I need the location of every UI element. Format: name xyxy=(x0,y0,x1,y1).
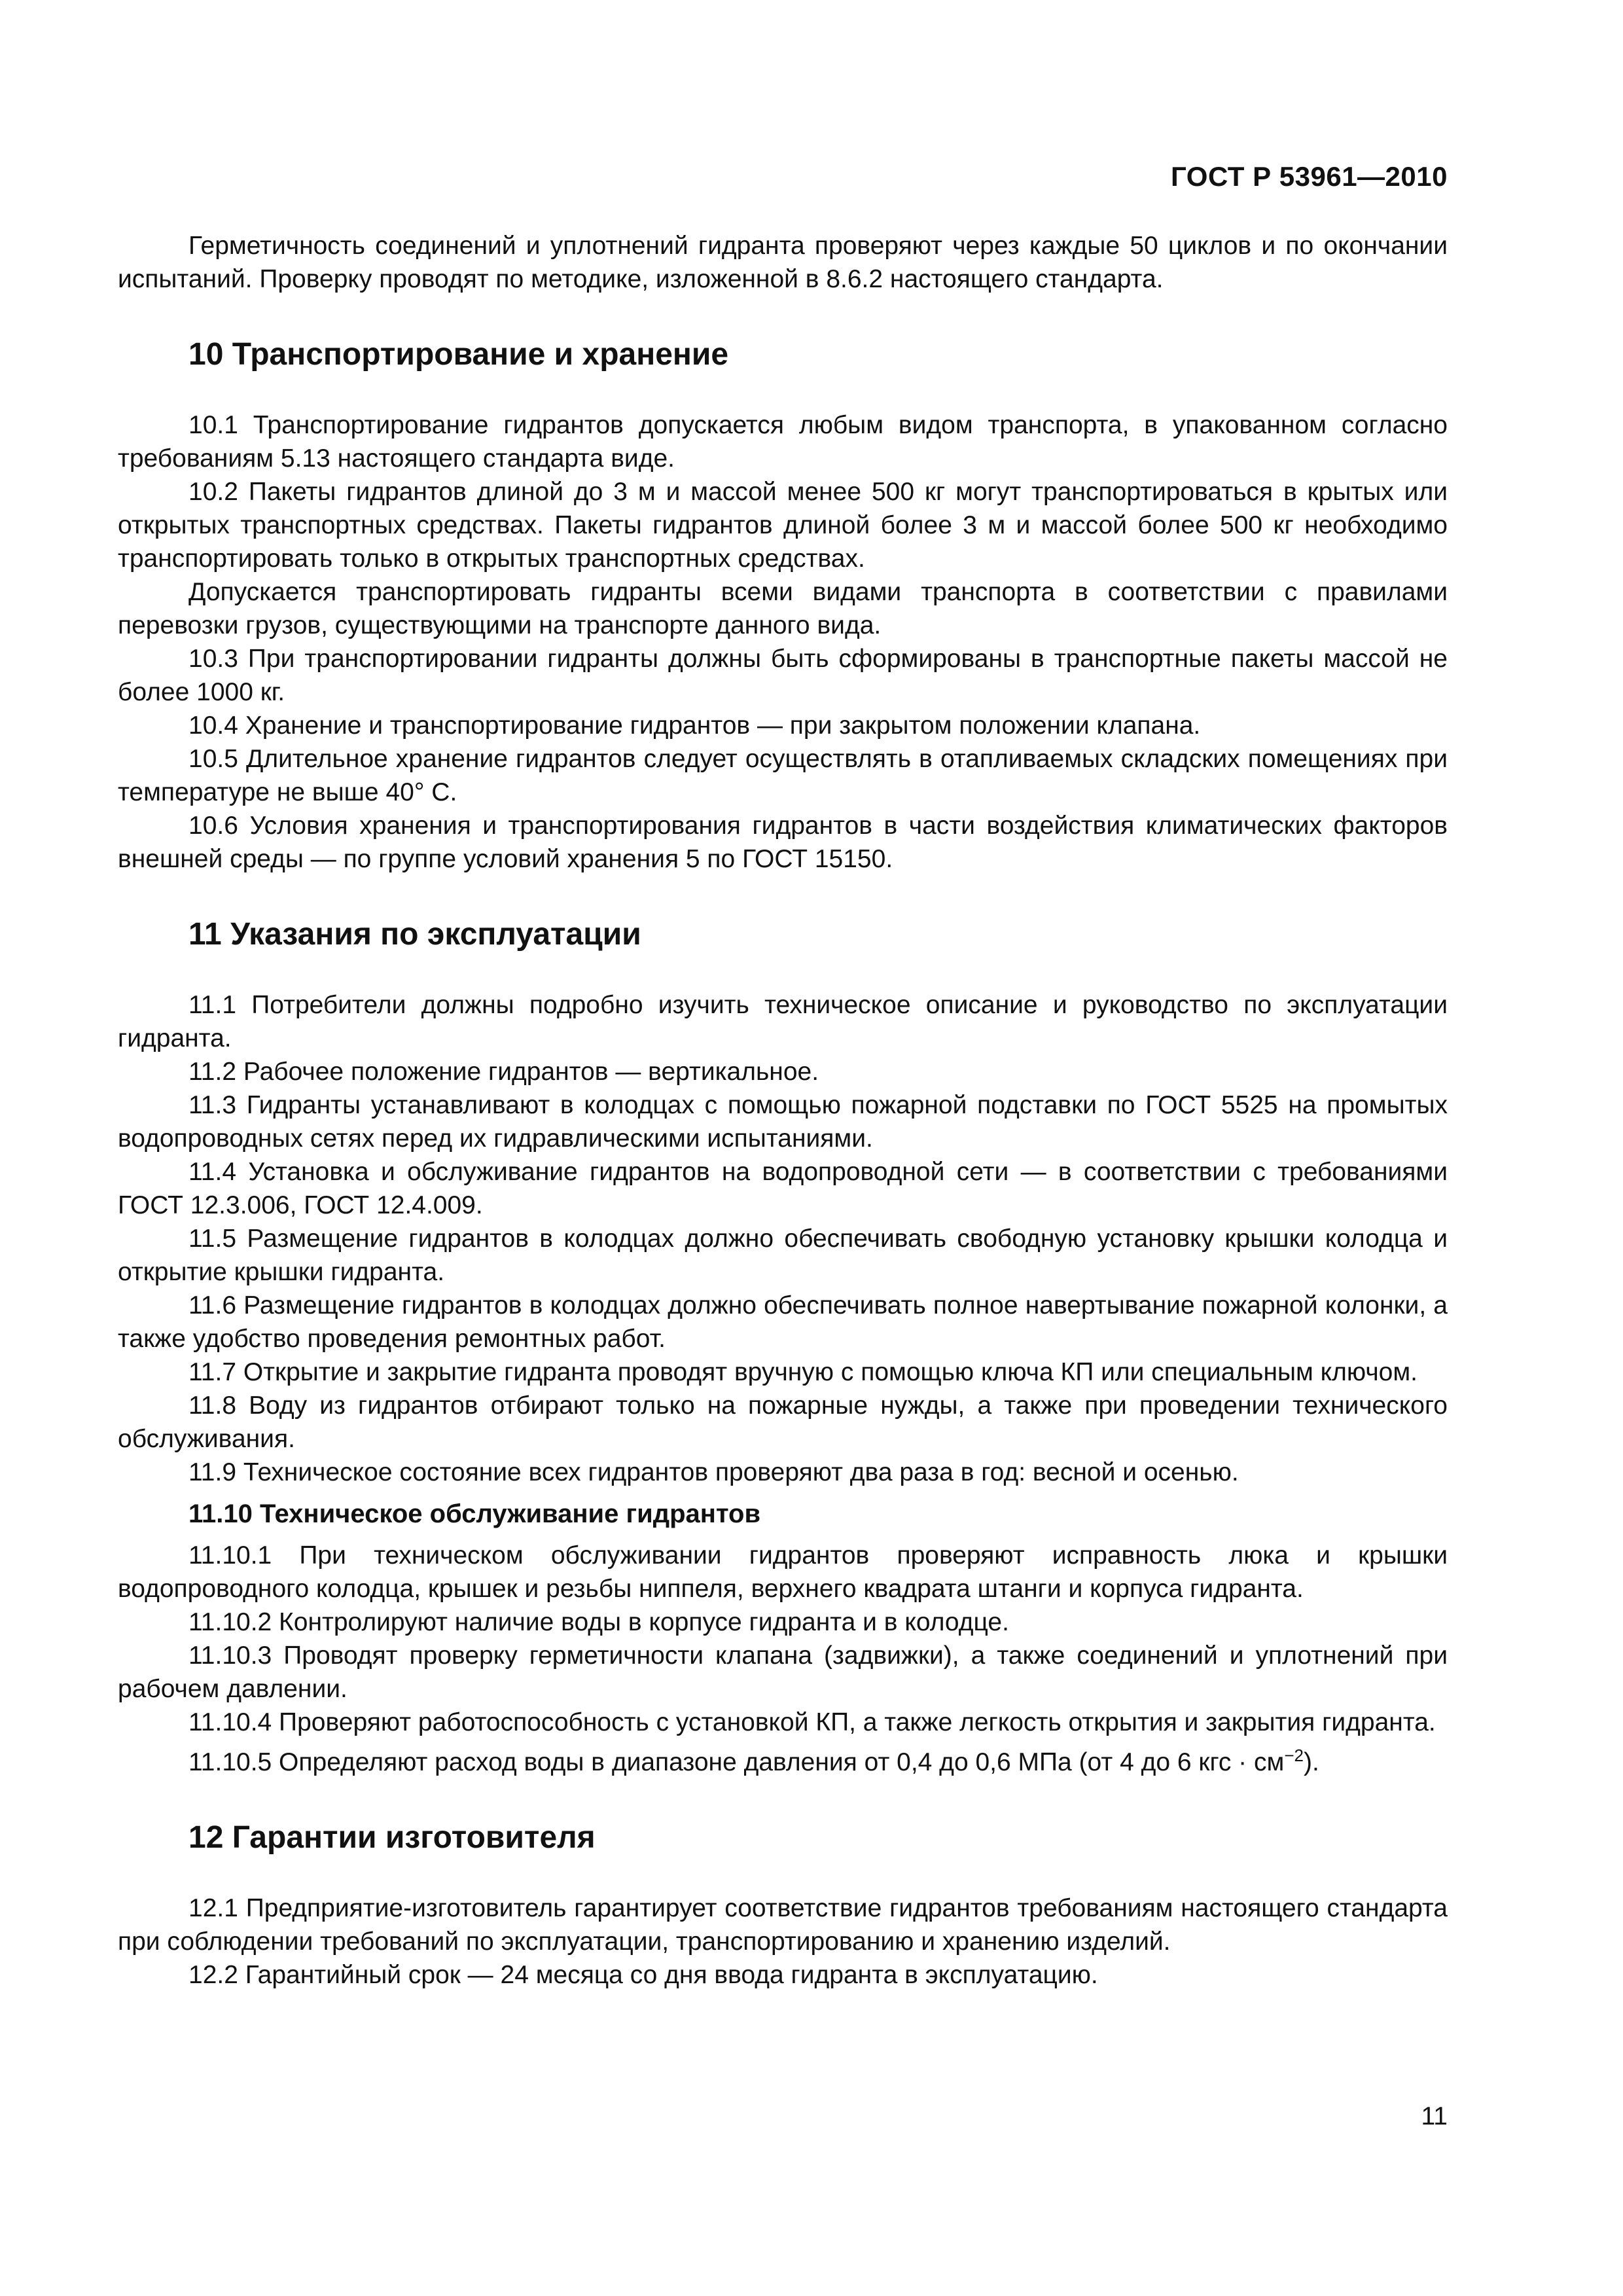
paragraph-11-10-5 xyxy=(118,1739,1448,1779)
paragraph-11-8: 11.8 Воду из гидрантов отбирают только на пожарные нужды, а также при проведении технического обслуживания. xyxy=(118,1391,1448,1453)
section-11-title: 11 Указания по эксплуатации xyxy=(188,917,641,952)
paragraph-10-6: 10.6 Условия хранения и транспортирования гидрантов в части воздействия климатических факторов внешней среды — по группе условий хранения 5 по ГОСТ 15150. xyxy=(118,812,1448,873)
document-code: ГОСТ Р 53961—2010 xyxy=(1171,161,1448,192)
paragraph-12-2: 12.2 Гарантийный срок — 24 месяца со дня ввода гидранта в эксплуатацию. xyxy=(188,1961,1098,1989)
paragraph-10-4: 10.4 Хранение и транспортирование гидрантов — при закрытом положении клапана. xyxy=(188,711,1201,740)
page-number: 11 xyxy=(1421,2102,1448,2130)
paragraph-11-7: 11.7 Открытие и закрытие гидранта проводят вручную с помощью ключа КП или специальным ключом. xyxy=(188,1358,1418,1386)
paragraph-11-2: 11.2 Рабочее положение гидрантов — вертикальное. xyxy=(188,1058,819,1086)
paragraph-12-1: 12.1 Предприятие-изготовитель гарантирует соответствие гидрантов требованиям настоящего стандарта при соблюдении требований по эксплуатации, транспортированию и хранению изделий. xyxy=(118,1894,1448,1956)
paragraph-11-1: 11.1 Потребители должны подробно изучить техническое описание и руководство по эксплуатации гидранта. xyxy=(118,991,1448,1052)
paragraph-11-10-2: 11.10.2 Контролируют наличие воды в корпусе гидранта и в колодце. xyxy=(188,1608,1009,1636)
paragraph-11-6: 11.6 Размещение гидрантов в колодцах должно обеспечивать полное навертывание пожарной колонки, а также удобство проведения ремонтных работ. xyxy=(118,1291,1448,1353)
document-body xyxy=(118,229,1448,1992)
section-10-title: 10 Транспортирование и хранение xyxy=(188,337,729,372)
paragraph-11-10-4: 11.10.4 Проверяют работоспособность с установкой КП, а также легкость открытия и закрытия гидранта. xyxy=(188,1708,1436,1736)
superscript-exponent: −2 xyxy=(1284,1746,1304,1765)
paragraph-10-2-cont: Допускается транспортировать гидранты всеми видами транспорта в соответствии с правилами перевозки грузов, существующими на транспорте данного вида. xyxy=(118,578,1448,639)
paragraph-10-2: 10.2 Пакеты гидрантов длиной до 3 м и массой менее 500 кг могут транспортироваться в крытых или открытых транспортных средствах. Пакеты гидрантов длиной более 3 м и массой более 500 кг необходимо транспортировать только в открытых транспортных средствах. xyxy=(118,478,1448,573)
paragraph-11-4: 11.4 Установка и обслуживание гидрантов на водопроводной сети — в соответствии с требованиями ГОСТ 12.3.006, ГОСТ 12.4.009. xyxy=(118,1158,1448,1219)
paragraph-10-5: 10.5 Длительное хранение гидрантов следует осуществлять в отапливаемых складских помещениях при температуре не выше 40° С. xyxy=(118,745,1448,806)
paragraph-11-10-5-text: 11.10.5 Определяют расход воды в диапазоне давления от 0,4 до 0,6 МПа (от 4 до 6 кгс · см xyxy=(188,1748,1285,1776)
paragraph-11-5: 11.5 Размещение гидрантов в колодцах должно обеспечивать свободную установку крышки колодца и открытие крышки гидранта. xyxy=(118,1225,1448,1286)
subsection-11-10-title: 11.10 Техническое обслуживание гидрантов xyxy=(188,1499,761,1528)
paragraph-10-3: 10.3 При транспортировании гидранты должны быть сформированы в транспортные пакеты массой не более 1000 кг. xyxy=(118,645,1448,706)
intro-paragraph: Герметичность соединений и уплотнений гидранта проверяют через каждые 50 циклов и по окончании испытаний. Проверку проводят по методике, изложенной в 8.6.2 настоящего стандарта. xyxy=(118,232,1448,293)
paragraph-10-1: 10.1 Транспортирование гидрантов допускается любым видом транспорта, в упакованном согласно требованиям 5.13 настоящего стандарта виде. xyxy=(118,411,1448,473)
paragraph-11-9: 11.9 Техническое состояние всех гидрантов проверяют два раза в год: весной и осенью. xyxy=(188,1458,1239,1486)
paragraph-11-10-5-end: ). xyxy=(1303,1748,1319,1776)
section-12-title: 12 Гарантии изготовителя xyxy=(188,1820,596,1855)
paragraph-11-10-3: 11.10.3 Проводят проверку герметичности клапана (задвижки), а также соединений и уплотнений при рабочем давлении. xyxy=(118,1641,1448,1703)
paragraph-11-3: 11.3 Гидранты устанавливают в колодцах с помощью пожарной подставки по ГОСТ 5525 на промытых водопроводных сетях перед их гидравлическими испытаниями. xyxy=(118,1091,1448,1153)
paragraph-11-10-1: 11.10.1 При техническом обслуживании гидрантов проверяют исправность люка и крышки водопроводного колодца, крышек и резьбы ниппеля, верхнего квадрата штанги и корпуса гидранта. xyxy=(118,1541,1448,1603)
